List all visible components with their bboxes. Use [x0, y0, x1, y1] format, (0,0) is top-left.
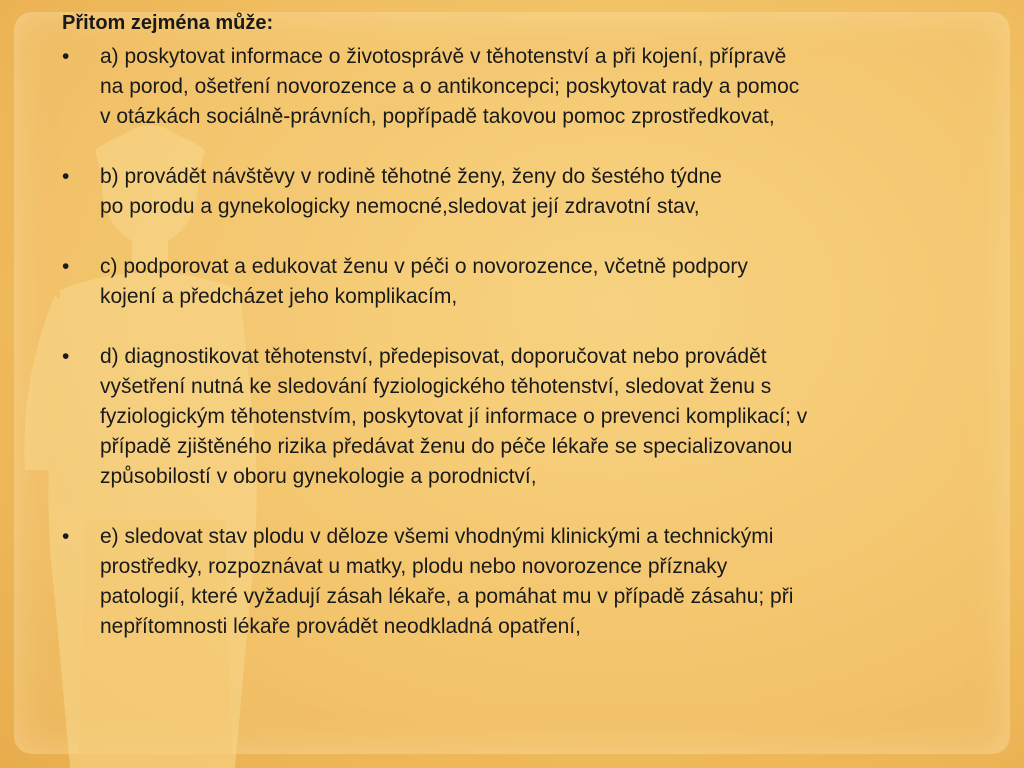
slide-content	[62, 8, 982, 642]
list-item	[62, 252, 982, 312]
bullet-icon: •	[62, 345, 70, 368]
bullet-icon: •	[62, 165, 70, 188]
list-item-line: d) diagnostikovat těhotenství, předepisovat, doporučovat nebo provádět	[100, 345, 767, 368]
bullet-icon: •	[62, 45, 70, 68]
list-item-line: v otázkách sociálně-právních, popřípadě takovou pomoc zprostředkovat,	[100, 105, 775, 128]
list-item	[62, 522, 982, 642]
list-item-line: patologií, které vyžadují zásah lékaře, a pomáhat mu v případě zásahu; při	[100, 585, 794, 608]
list-item-line: a) poskytovat informace o životosprávě v těhotenství a při kojení, přípravě	[100, 45, 787, 68]
list-item-line: případě zjištěného rizika předávat ženu do péče lékaře se specializovanou	[100, 435, 793, 458]
list-item-line: c) podporovat a edukovat ženu v péči o novorozence, včetně podpory	[100, 255, 748, 278]
list-item-line: po porodu a gynekologicky nemocné,sledovat její zdravotní stav,	[100, 195, 700, 218]
bullet-list	[62, 42, 982, 642]
bullet-icon: •	[62, 525, 70, 548]
list-item-line: e) sledovat stav plodu v děloze všemi vhodnými klinickými a technickými	[100, 525, 774, 548]
list-item-line: vyšetření nutná ke sledování fyziologického těhotenství, sledovat ženu s	[100, 375, 772, 398]
list-item-line: nepřítomnosti lékaře provádět neodkladná opatření,	[100, 615, 581, 638]
bullet-icon: •	[62, 255, 70, 278]
list-item-line: prostředky, rozpoznávat u matky, plodu nebo novorozence příznaky	[100, 555, 728, 578]
list-item-line: fyziologickým těhotenstvím, poskytovat jí informace o prevenci komplikací; v	[100, 405, 808, 428]
list-item-line: způsobilostí v oboru gynekologie a porodnictví,	[100, 465, 537, 488]
list-item	[62, 162, 982, 222]
list-item-line: kojení a předcházet jeho komplikacím,	[100, 285, 458, 308]
list-item	[62, 42, 982, 132]
list-item	[62, 342, 982, 492]
list-item-line: na porod, ošetření novorozence a o antikoncepci; poskytovat rady a pomoc	[100, 75, 800, 98]
list-item-line: b) provádět návštěvy v rodině těhotné ženy, ženy do šestého týdne	[100, 165, 722, 188]
slide-heading: Přitom zejména může:	[62, 12, 274, 34]
